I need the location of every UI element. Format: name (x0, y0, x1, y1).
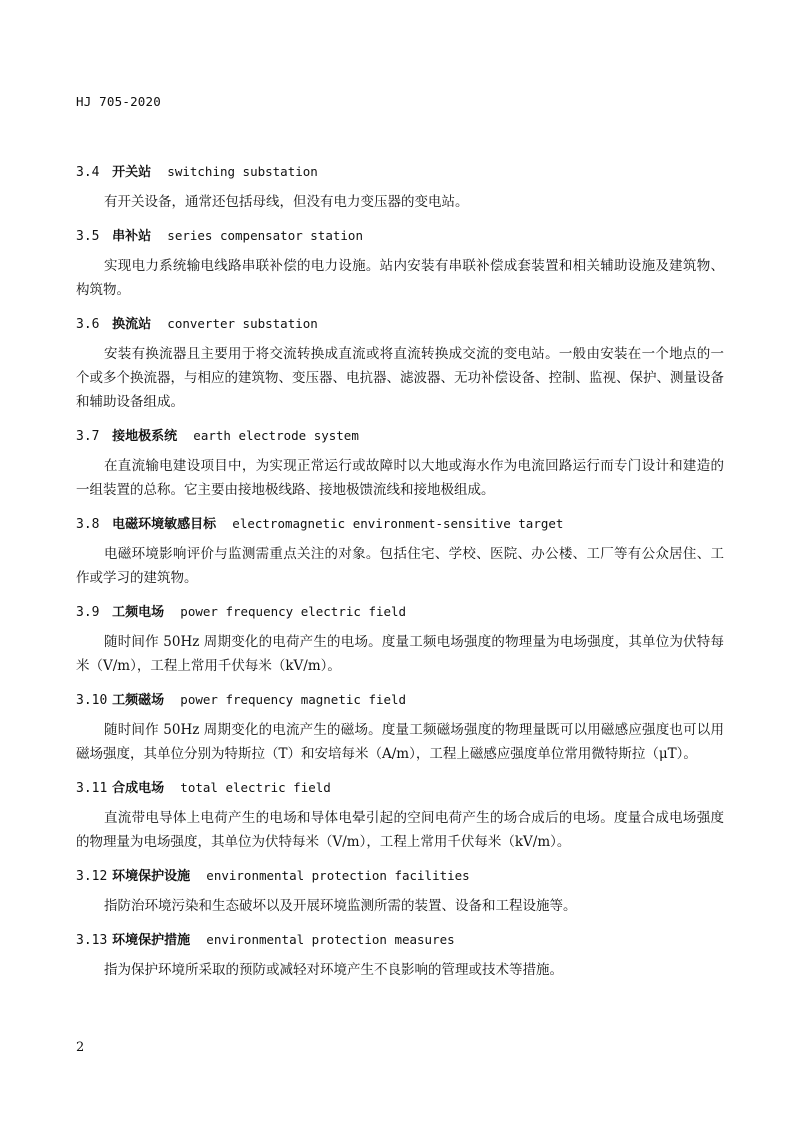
term-number: 3.11 (76, 781, 108, 796)
term-entry-3-10 (76, 688, 724, 766)
term-number: 3.4 (76, 165, 100, 180)
terms-content (76, 160, 724, 992)
term-english: power frequency magnetic field (180, 692, 407, 707)
term-english: environmental protection facilities (206, 868, 470, 883)
term-heading (76, 312, 724, 336)
term-heading (76, 424, 724, 448)
term-english: converter substation (167, 316, 318, 331)
term-heading (76, 160, 724, 184)
term-definition: 电磁环境影响评价与监测需重点关注的对象。包括住宅、学校、医院、办公楼、工厂等有公众居住、工作或学习的建筑物。 (76, 546, 724, 586)
term-english: total electric field (180, 780, 331, 795)
term-number: 3.12 (76, 869, 108, 884)
term-english: earth electrode system (193, 428, 359, 443)
term-heading (76, 512, 724, 536)
term-definition: 有开关设备，通常还包括母线，但没有电力变压器的变电站。 (104, 194, 469, 210)
term-definition: 安装有换流器且主要用于将交流转换成直流或将直流转换成交流的变电站。一般由安装在一个地点的一个或多个换流器，与相应的建筑物、变压器、电抗器、滤波器、无功补偿设备、控制、监视、保护、测量设备和辅助设备组成。 (76, 346, 724, 410)
term-english: electromagnetic environment-sensitive target (232, 516, 564, 531)
term-entry-3-9 (76, 600, 724, 678)
term-number: 3.8 (76, 517, 100, 532)
term-number: 3.6 (76, 317, 100, 332)
document-code-header: HJ 705-2020 (76, 94, 161, 109)
term-entry-3-11 (76, 776, 724, 854)
term-definition: 随时间作 50Hz 周期变化的电荷产生的电场。度量工频电场强度的物理量为电场强度，其单位为伏特每米（V/m），工程上常用千伏每米（kV/m）。 (76, 634, 724, 674)
term-entry-3-5 (76, 224, 724, 302)
term-number: 3.7 (76, 429, 100, 444)
term-heading (76, 224, 724, 248)
term-english: series compensator station (167, 228, 363, 243)
term-chinese: 工频磁场 (112, 693, 165, 708)
term-entry-3-4 (76, 160, 724, 214)
page-number: 2 (76, 1040, 85, 1055)
term-english: power frequency electric field (180, 604, 407, 619)
term-definition: 指防治环境污染和生态破坏以及开展环境监测所需的装置、设备和工程设施等。 (104, 898, 577, 914)
term-english: switching substation (167, 164, 318, 179)
term-english: environmental protection measures (206, 932, 455, 947)
term-definition: 实现电力系统输电线路串联补偿的电力设施。站内安装有串联补偿成套装置和相关辅助设施及建筑物、构筑物。 (76, 258, 724, 298)
term-chinese: 工频电场 (112, 605, 165, 620)
term-number: 3.13 (76, 933, 108, 948)
term-entry-3-7 (76, 424, 724, 502)
term-chinese: 环境保护设施 (112, 869, 191, 884)
term-definition: 随时间作 50Hz 周期变化的电流产生的磁场。度量工频磁场强度的物理量既可以用磁感应强度也可以用磁场强度，其单位分别为特斯拉（T）和安培每米（A/m），工程上磁感应强度单位常用微特斯拉（μT）。 (76, 722, 724, 762)
term-definition: 直流带电导体上电荷产生的电场和导体电晕引起的空间电荷产生的场合成后的电场。度量合成电场强度的物理量为电场强度，其单位为伏特每米（V/m），工程上常用千伏每米（kV/m）。 (76, 810, 724, 850)
term-entry-3-12 (76, 864, 724, 918)
term-heading (76, 928, 724, 952)
term-heading (76, 864, 724, 888)
term-entry-3-8 (76, 512, 724, 590)
term-chinese: 换流站 (112, 317, 152, 332)
term-chinese: 环境保护措施 (112, 933, 191, 948)
term-number: 3.9 (76, 605, 100, 620)
term-heading (76, 776, 724, 800)
term-chinese: 合成电场 (112, 781, 165, 796)
term-heading (76, 600, 724, 624)
term-definition: 指为保护环境所采取的预防或减轻对环境产生不良影响的管理或技术等措施。 (104, 962, 563, 978)
term-definition: 在直流输电建设项目中，为实现正常运行或故障时以大地或海水作为电流回路运行而专门设计和建造的一组装置的总称。它主要由接地极线路、接地极馈流线和接地极组成。 (76, 458, 724, 498)
term-number: 3.5 (76, 229, 100, 244)
term-number: 3.10 (76, 693, 108, 708)
term-entry-3-6 (76, 312, 724, 414)
term-chinese: 接地极系统 (112, 429, 178, 444)
term-chinese: 开关站 (112, 165, 152, 180)
term-heading (76, 688, 724, 712)
term-chinese: 电磁环境敏感目标 (112, 517, 217, 532)
term-chinese: 串补站 (112, 229, 152, 244)
term-entry-3-13 (76, 928, 724, 982)
